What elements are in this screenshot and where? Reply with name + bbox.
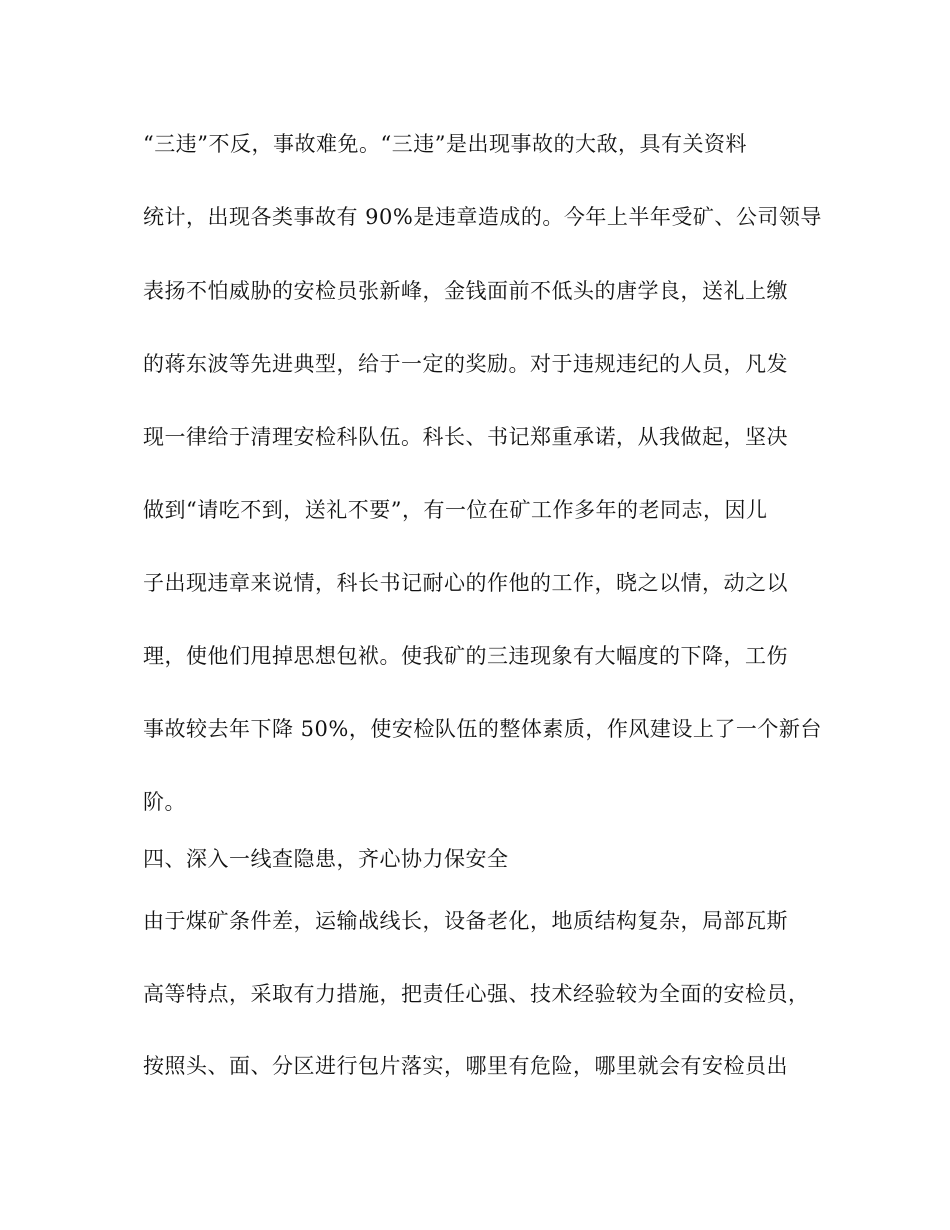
- paragraph-line: “三违”不反，事故难免。“三违”是出现事故的大敌，具有关资料: [143, 132, 747, 156]
- paragraph-line: 做到“请吃不到，送礼不要”，有一位在矿工作多年的老同志，因儿: [143, 498, 768, 522]
- section-heading: 四、深入一线查隐患，齐心协力保安全: [143, 847, 509, 871]
- paragraph-line: 事故较去年下降 50%，使安检队伍的整体素质，作风建设上了一个新台: [143, 717, 822, 741]
- paragraph-line: 理，使他们甩掉思想包袱。使我矿的三违现象有大幅度的下降，工伤: [143, 644, 788, 668]
- paragraph-line: 由于煤矿条件差，运输战线长，设备老化，地质结构复杂，局部瓦斯: [143, 909, 788, 933]
- paragraph-line: 表扬不怕威胁的安检员张新峰，金钱面前不低头的唐学良，送礼上缴: [143, 279, 788, 303]
- paragraph-line: 阶。: [143, 790, 186, 814]
- paragraph-line: 的蒋东波等先进典型，给于一定的奖励。对于违规违纪的人员，凡发: [143, 352, 788, 376]
- paragraph-line: 按照头、面、分区进行包片落实，哪里有危险，哪里就会有安检员出: [143, 1054, 788, 1078]
- paragraph-line: 现一律给于清理安检科队伍。科长、书记郑重承诺，从我做起，坚决: [143, 425, 788, 449]
- paragraph-line: 高等特点，采取有力措施，把责任心强、技术经验较为全面的安检员，: [143, 982, 810, 1006]
- paragraph-line: 子出现违章来说情，科长书记耐心的作他的工作，晓之以情，动之以: [143, 571, 788, 595]
- paragraph-line: 统计，出现各类事故有 90%是违章造成的。今年上半年受矿、公司领导: [143, 205, 822, 229]
